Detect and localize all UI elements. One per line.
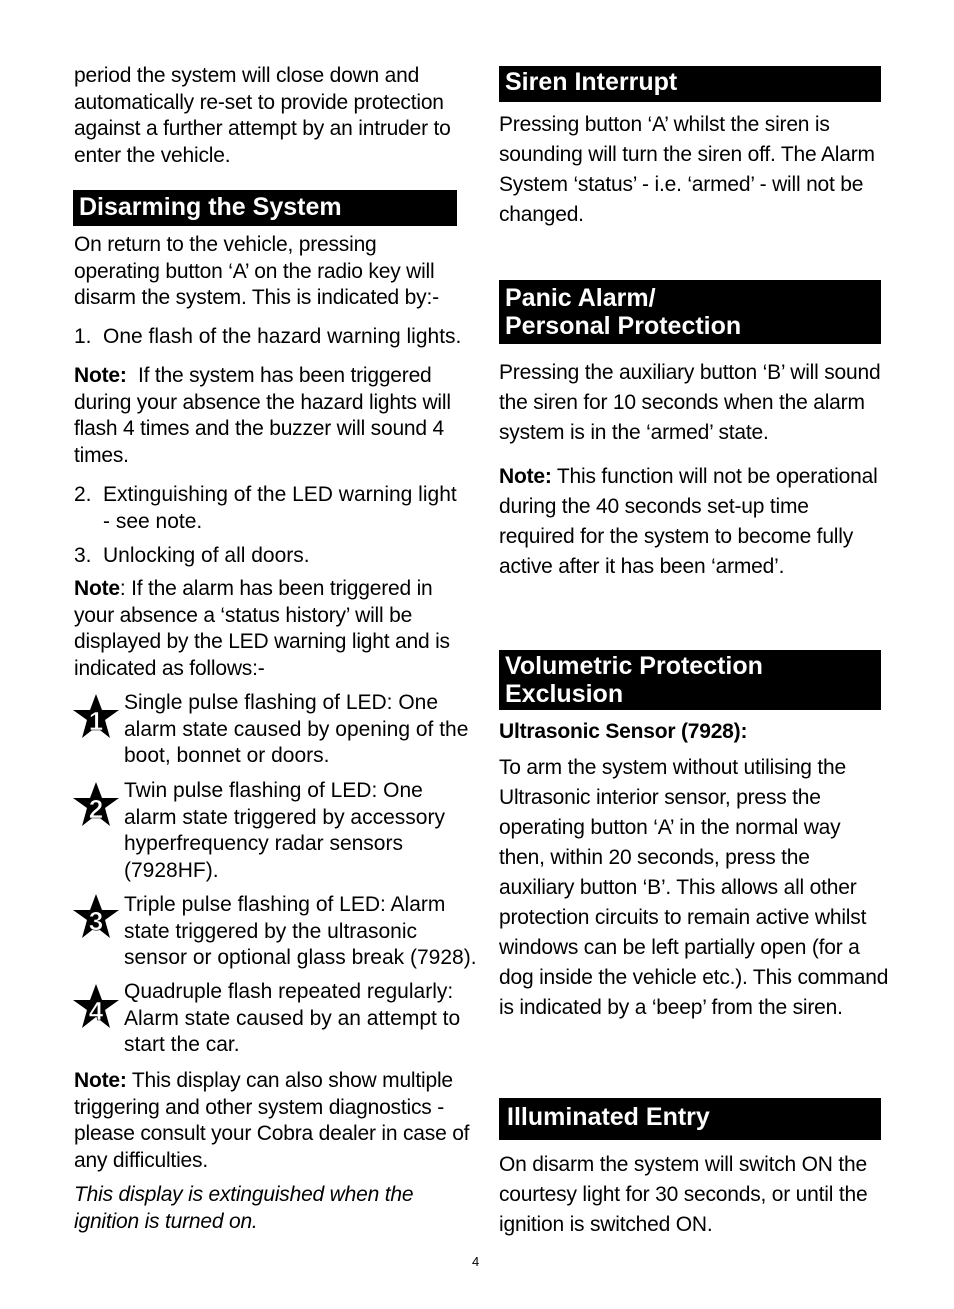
ultrasonic-subheading: Ultrasonic Sensor (7928): <box>499 720 748 743</box>
italic-note: This display is extinguished when the ignition is turned on. <box>74 1183 414 1233</box>
svg-text:1: 1 <box>88 706 104 736</box>
panic-note: Note: This function will not be operational during the 40 seconds set-up time required for the system to become fully active after it has been ‘armed’. <box>499 465 878 578</box>
list-item-1: 1. One flash of the hazard warning lights. <box>74 325 462 348</box>
illuminated-paragraph: On disarm the system will switch ON the courtesy light for 30 seconds, or until the ignition is switched ON. <box>499 1153 868 1236</box>
illuminated-entry-heading: Illuminated Entry <box>499 1098 881 1140</box>
siren-interrupt-heading: Siren Interrupt <box>499 66 881 102</box>
star-number-2-icon <box>72 780 120 828</box>
star-item-4-text: Quadruple flash repeated regularly: Alarm state caused by an attempt to start the car. <box>124 980 461 1056</box>
page-number: 4 <box>472 1254 480 1269</box>
star-item-2-text: Twin pulse flashing of LED: One alarm state triggered by accessory hyperfrequency radar sensors (7928HF). <box>124 779 445 882</box>
list-item-3: 3. Unlocking of all doors. <box>74 544 310 567</box>
panic-paragraph: Pressing the auxiliary button ‘B’ will sound the siren for 10 seconds when the alarm system is in the ‘armed’ state. <box>499 361 881 444</box>
note-1: Note: If the system has been triggered during your absence the hazard lights will flash 4 times and the buzzer will sound 4 times. <box>74 364 451 467</box>
note-3: Note: This display can also show multiple triggering and other system diagnostics - please consult your Cobra dealer in case of any difficulties. <box>74 1069 470 1172</box>
disarm-paragraph: On return to the vehicle, pressing operating button ‘A’ on the radio key will disarm the system. This is indicated by:- <box>74 233 439 309</box>
svg-text:4: 4 <box>88 996 104 1026</box>
list-item-2: 2. Extinguishing of the LED warning light - see note. <box>74 483 457 533</box>
svg-text:2: 2 <box>88 794 104 824</box>
svg-text:3: 3 <box>88 906 104 936</box>
note-2: Note: If the alarm has been triggered in your absence a ‘status history’ will be displayed by the LED warning light and is indicated as follows:- <box>74 577 450 680</box>
disarming-heading: Disarming the System <box>73 190 457 226</box>
star-number-4-icon <box>72 982 120 1030</box>
panic-alarm-heading: Panic Alarm/ Personal Protection <box>499 280 881 344</box>
volumetric-protection-heading: Volumetric Protection Exclusion <box>499 650 881 710</box>
volumetric-paragraph: To arm the system without utilising the Ultrasonic interior sensor, press the operating button ‘A’ in the normal way then, within 20 seconds, press the auxiliary button ‘B’. This allows all other protection circuits to remain active whilst windows can be left partially open (for a dog inside the vehicle etc.). This command is indicated by a ‘beep’ from the siren. <box>499 756 889 1019</box>
intro-paragraph: period the system will close down and automatically re-set to provide protection against a further attempt by an intruder to enter the vehicle. <box>74 64 451 167</box>
star-number-3-icon <box>72 892 120 940</box>
star-number-1-icon <box>72 692 120 740</box>
siren-paragraph: Pressing button ‘A’ whilst the siren is sounding will turn the siren off. The Alarm System ‘status’ - i.e. ‘armed’ - will not be changed. <box>499 113 875 226</box>
star-item-1-text: Single pulse flashing of LED: One alarm state caused by opening of the boot, bonnet or doors. <box>124 691 469 767</box>
star-item-3-text: Triple pulse flashing of LED: Alarm state triggered by the ultrasonic sensor or optional glass break (7928). <box>124 893 477 969</box>
